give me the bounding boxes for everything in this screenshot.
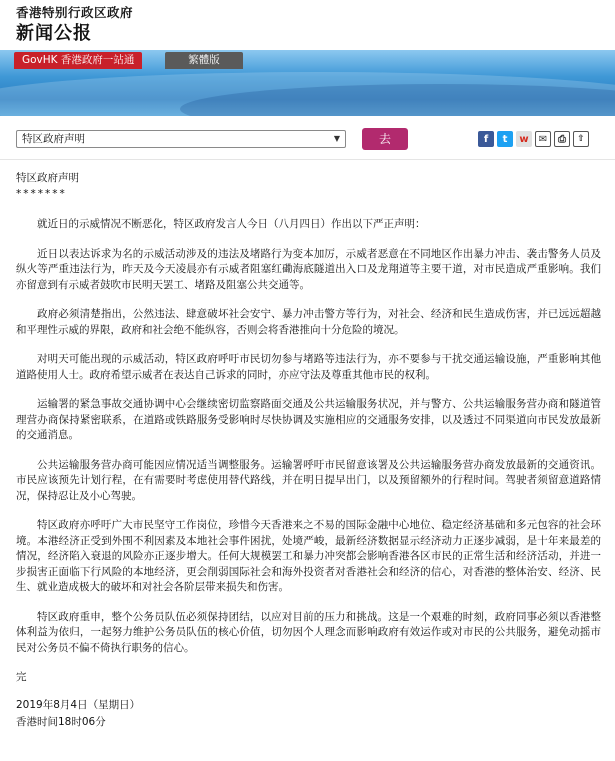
- department-title: 香港特别行政区政府: [16, 5, 134, 20]
- end-mark: 完: [16, 671, 27, 683]
- print-icon[interactable]: ⎙: [554, 131, 570, 147]
- facebook-icon[interactable]: f: [478, 131, 494, 147]
- page-header: [0, 0, 615, 50]
- email-icon[interactable]: ✉: [535, 131, 551, 147]
- article-paragraph: 特区政府重申，整个公务员队伍必须保持团结，以应对目前的压力和挑战。这是一个艰难的时刻，政府同事必须以香港整体利益为依归，一起努力维护公务员队伍的核心价值，切勿因个人理念而影响政府有效运作或对市民的公共服务，避免动摇市民对公务员不偏不倚执行职务的信心。: [16, 610, 601, 654]
- category-select-value: 特区政府声明: [22, 133, 85, 145]
- article-paragraph: 对明天可能出现的示威活动，特区政府呼吁市民切勿参与堵路等违法行为，亦不要参与干扰交通运输设施，严重影响其他道路使用人士。政府希望示威者在表达自己诉求的同时，亦应守法及尊重其他市民的权利。: [16, 353, 601, 381]
- publish-time: 香港时间18时06分: [16, 716, 106, 728]
- article-separator: *******: [16, 188, 67, 200]
- category-select[interactable]: [16, 130, 346, 148]
- govhk-tab[interactable]: GovHK 香港政府一站通: [14, 52, 142, 69]
- article-title: 特区政府声明: [16, 172, 79, 184]
- article-paragraph: 特区政府亦呼吁广大市民坚守工作岗位，珍惜今天香港来之不易的国际金融中心地位、稳定经济基础和多元包容的社会环境。本港经济正受到外围不利因素及本地社会事件困扰，处境严峻，最新经济数据显示经济动力正逐步减弱，是十年来最差的情况，经济陷入衰退的风险亦正逐步增大。任何大规模罢工和暴力冲突都会影响香港各区市民的正常生活和经济活动，并进一步损害正面临下行风险的本地经济，更会削弱国际社会和海外投资者对香港社会和经济的信心，对香港的整体治安、经济、民生、就业造成极大的破坏和对社会各阶层带来损失和伤害。: [16, 519, 601, 593]
- share-icons: [478, 131, 589, 147]
- article-paragraph: 运输署的紧急事故交通协调中心会继续密切监察路面交通及公共运输服务状况，并与警方、公共运输服务营办商和隧道管理营办商保持紧密联系，在道路或铁路服务受影响时尽快协调及实施相应的交通服务安排，以及透过不同渠道向市民发放最新的交通消息。: [16, 398, 601, 441]
- chevron-down-icon: ▼: [333, 134, 340, 143]
- article-paragraph: 公共运输服务营办商可能因应情况适当调整服务。运输署呼吁市民留意该署及公共运输服务营办商发放最新的交通资讯。市民应该预先计划行程，在有需要时考虑使用替代路线，并在明日提早出门，以及预留额外的行程时间。驾驶者须留意道路情况，保持忍让及小心驾驶。: [16, 458, 601, 502]
- share-icon[interactable]: ⇧: [573, 131, 589, 147]
- twitter-icon[interactable]: t: [497, 131, 513, 147]
- traditional-chinese-tab[interactable]: 繁體版: [165, 52, 243, 69]
- publish-date: 2019年8月4日（星期日）: [16, 699, 141, 711]
- article-paragraph: 近日以表达诉求为名的示威活动涉及的违法及堵路行为变本加厉，示威者恶意在不同地区作出暴力冲击、袭击警务人员及纵火等严重违法行为，昨天及今天凌晨亦有示威者阻塞红磡海底隧道出入口及龙翔道等主要干道，对市民造成严重影响。我们亦留意到有示威者鼓吹市民明天罢工、堵路及阻塞公共交通等。: [16, 247, 601, 291]
- article-paragraph: 政府必须清楚指出，公然违法、肆意破坏社会安宁、暴力冲击警方等行为，对社会、经济和民生造成伤害，并已远远超越和平理性示威的界限，政府和社会绝不能纵容，否则会将香港推向十分危险的境况。: [16, 308, 601, 336]
- article-paragraph: 就近日的示威情况不断恶化，特区政府发言人今日（八月四日）作出以下严正声明：: [37, 218, 426, 230]
- weibo-icon[interactable]: w: [516, 131, 532, 147]
- go-button[interactable]: 去: [362, 128, 408, 150]
- site-name: 新闻公报: [16, 23, 92, 44]
- article-content: [16, 165, 601, 729]
